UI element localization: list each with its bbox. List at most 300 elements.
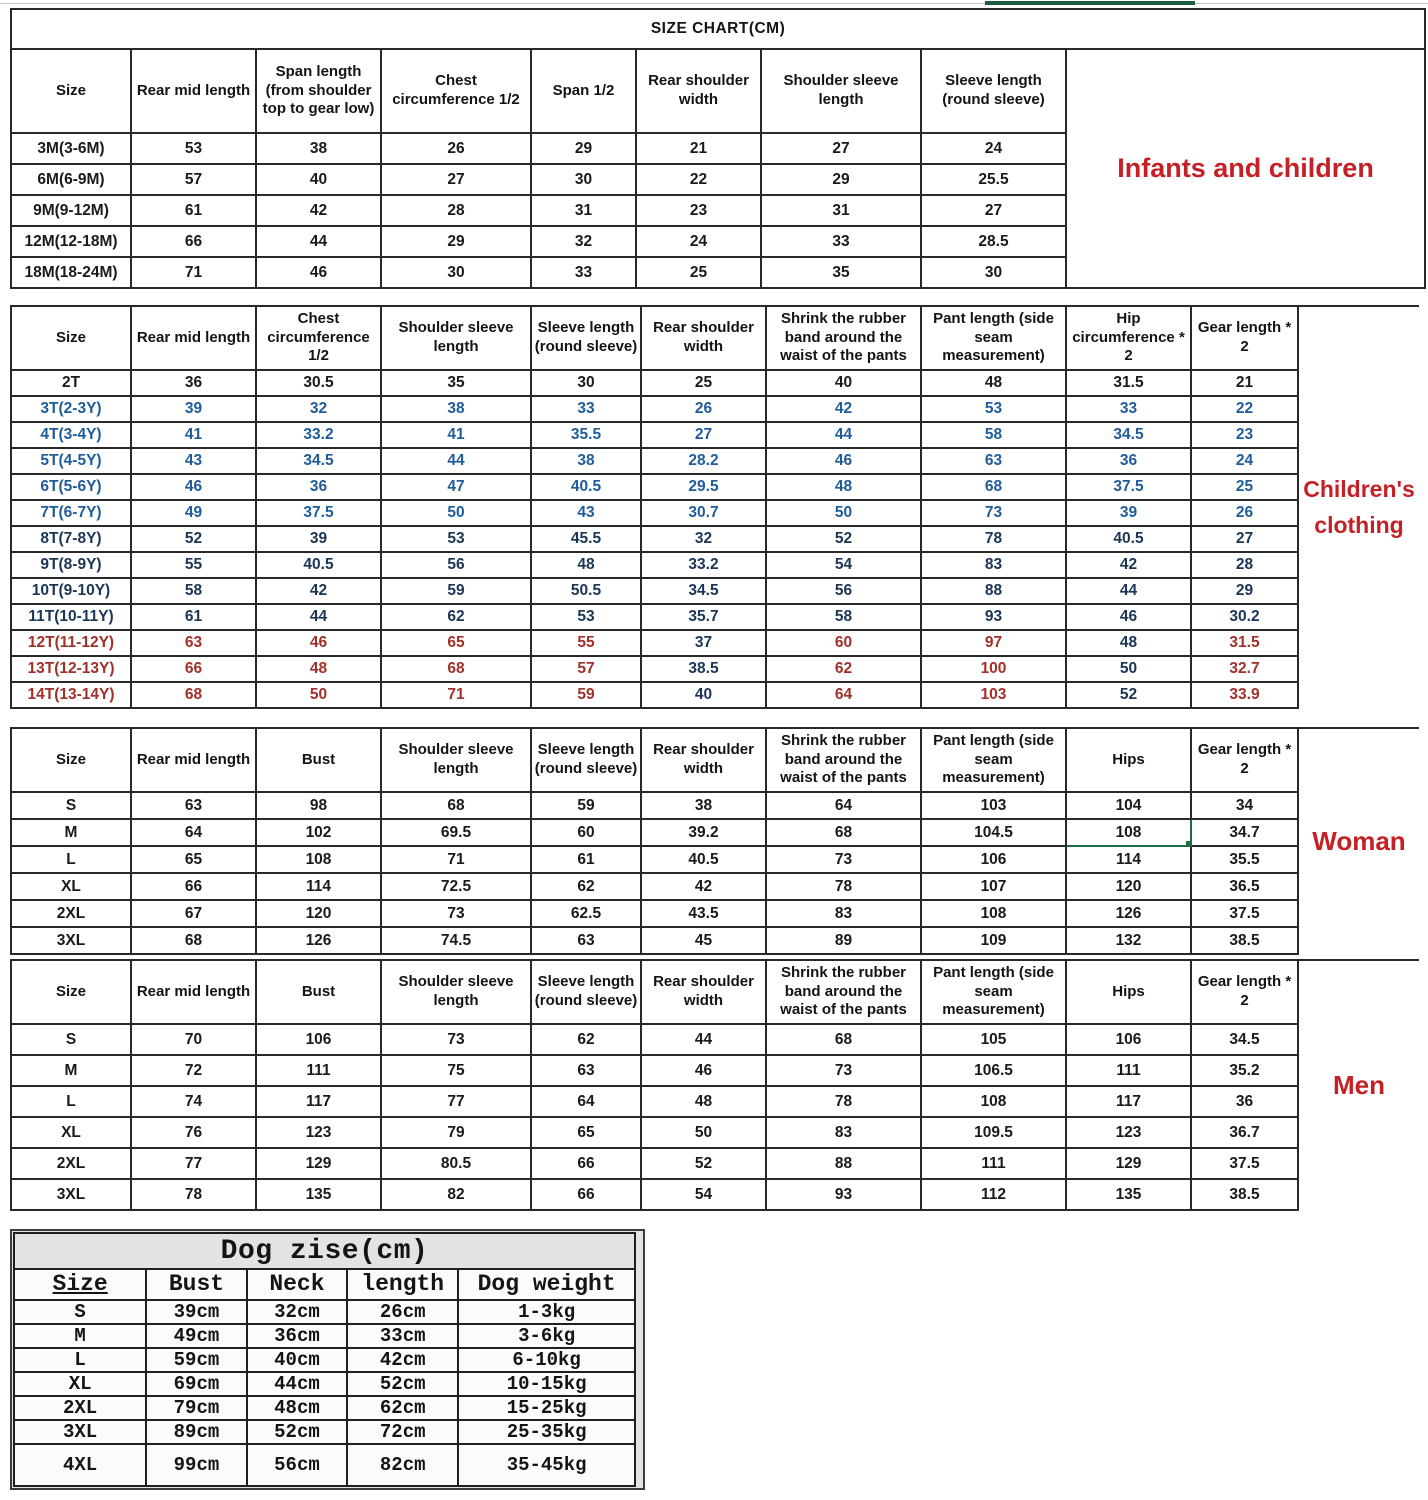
cell: 33	[1066, 396, 1191, 422]
row-size-label: XL	[14, 1372, 146, 1396]
cell: 44	[381, 448, 531, 474]
cell: 63	[531, 1055, 641, 1086]
cell: 38	[531, 448, 641, 474]
cell: 39cm	[146, 1300, 246, 1324]
cell: 54	[641, 1179, 766, 1210]
column-header: Chest circumference 1/2	[256, 306, 381, 370]
cell: 29	[531, 133, 636, 164]
column-header: Dog weight	[458, 1269, 635, 1300]
cell: 56cm	[247, 1444, 347, 1486]
cell: 123	[256, 1117, 381, 1148]
cell: 33	[531, 257, 636, 288]
column-header: Chest circumference 1/2	[381, 49, 531, 133]
cell: 35.7	[641, 604, 766, 630]
cell: 21	[636, 133, 761, 164]
column-header: Rear mid length	[131, 960, 256, 1024]
cell: 120	[256, 900, 381, 927]
cell: 48	[1066, 630, 1191, 656]
cell: 46	[131, 474, 256, 500]
cell: 26	[641, 396, 766, 422]
table-row	[14, 1348, 635, 1372]
cell: 66	[531, 1179, 641, 1210]
cell: 88	[921, 578, 1066, 604]
cell: 27	[381, 164, 531, 195]
cell: 64	[531, 1086, 641, 1117]
cell: 63	[131, 792, 256, 819]
table-row	[11, 1148, 1419, 1179]
cell: 64	[131, 819, 256, 846]
woman-size-table	[10, 727, 1419, 955]
cell: 29	[761, 164, 921, 195]
cell: 42	[256, 195, 381, 226]
cell: 108	[256, 846, 381, 873]
cell: 34	[1191, 792, 1298, 819]
cell: 66	[131, 656, 256, 682]
row-size-label: 2XL	[14, 1396, 146, 1420]
column-header: Pant length (side seam measurement)	[921, 728, 1066, 792]
cell: 34.5	[1191, 1024, 1298, 1055]
row-size-label: 6M(6-9M)	[11, 164, 131, 195]
cell: 53	[921, 396, 1066, 422]
cell: 100	[921, 656, 1066, 682]
cell: 68	[381, 656, 531, 682]
column-header: Sleeve length (round sleeve)	[921, 49, 1066, 133]
cell: 33cm	[347, 1324, 458, 1348]
table-row	[14, 1300, 635, 1324]
children-size-table	[10, 305, 1419, 709]
row-size-label: 2XL	[11, 1148, 131, 1179]
cell: 36	[1066, 448, 1191, 474]
cell: 66	[531, 1148, 641, 1179]
cell: 93	[921, 604, 1066, 630]
cell: 30.2	[1191, 604, 1298, 630]
cell: 83	[766, 900, 921, 927]
cell: 117	[256, 1086, 381, 1117]
row-size-label: 9M(9-12M)	[11, 195, 131, 226]
cell: 76	[131, 1117, 256, 1148]
cell: 33	[761, 226, 921, 257]
column-header: Sleeve length (round sleeve)	[531, 960, 641, 1024]
cell: 27	[1191, 526, 1298, 552]
table-row	[11, 682, 1419, 708]
row-size-label: 4XL	[14, 1444, 146, 1486]
cell: 112	[921, 1179, 1066, 1210]
column-header: Shrink the rubber band around the waist of the pants	[766, 306, 921, 370]
cell: 108	[921, 900, 1066, 927]
woman-group-label: Woman	[1298, 728, 1419, 954]
cell: 39.2	[641, 819, 766, 846]
row-size-label: 4T(3-4Y)	[11, 422, 131, 448]
cell: 27	[641, 422, 766, 448]
cell: 37	[641, 630, 766, 656]
cell: 62	[381, 604, 531, 630]
row-size-label: 5T(4-5Y)	[11, 448, 131, 474]
cell: 36	[256, 474, 381, 500]
cell: 69cm	[146, 1372, 246, 1396]
cell: 132	[1066, 927, 1191, 954]
cell: 24	[1191, 448, 1298, 474]
row-size-label: XL	[11, 1117, 131, 1148]
table-row	[11, 873, 1419, 900]
cell: 52cm	[247, 1420, 347, 1444]
row-size-label: 11T(10-11Y)	[11, 604, 131, 630]
cell: 71	[131, 257, 256, 288]
cell: 126	[1066, 900, 1191, 927]
column-header: Gear length * 2	[1191, 728, 1298, 792]
column-header: Rear shoulder width	[636, 49, 761, 133]
column-header: Size	[14, 1269, 146, 1300]
cell: 105	[921, 1024, 1066, 1055]
row-size-label: 3XL	[14, 1420, 146, 1444]
column-header: Rear shoulder width	[641, 960, 766, 1024]
cell: 29	[381, 226, 531, 257]
cell: 50	[381, 500, 531, 526]
cell: 82cm	[347, 1444, 458, 1486]
cell: 69.5	[381, 819, 531, 846]
cell: 89	[766, 927, 921, 954]
cell: 98	[256, 792, 381, 819]
cell: 46	[766, 448, 921, 474]
row-size-label: S	[11, 1024, 131, 1055]
cell: 46	[256, 630, 381, 656]
cell: 111	[1066, 1055, 1191, 1086]
cell: 49cm	[146, 1324, 246, 1348]
cell: 114	[1066, 846, 1191, 873]
cell: 56	[381, 552, 531, 578]
cell: 59cm	[146, 1348, 246, 1372]
cell: 78	[766, 873, 921, 900]
cell: 70	[131, 1024, 256, 1055]
cell: 28	[1191, 552, 1298, 578]
table-row	[11, 448, 1419, 474]
cell: 57	[531, 656, 641, 682]
cell: 35	[381, 370, 531, 396]
cell: 1-3kg	[458, 1300, 635, 1324]
table-row	[11, 552, 1419, 578]
cell: 48	[531, 552, 641, 578]
cell: 40cm	[247, 1348, 347, 1372]
table-row	[11, 656, 1419, 682]
column-header: Gear length * 2	[1191, 960, 1298, 1024]
column-header: Rear mid length	[131, 728, 256, 792]
cell: 36.7	[1191, 1117, 1298, 1148]
row-size-label: 9T(8-9Y)	[11, 552, 131, 578]
cell: 67	[131, 900, 256, 927]
cell: 106	[1066, 1024, 1191, 1055]
cell: 120	[1066, 873, 1191, 900]
column-header: Rear shoulder width	[641, 728, 766, 792]
column-header: Size	[11, 49, 131, 133]
table-row	[11, 422, 1419, 448]
cell: 42	[641, 873, 766, 900]
cell: 65	[531, 1117, 641, 1148]
cell: 61	[131, 195, 256, 226]
men-size-table	[10, 959, 1419, 1211]
row-size-label: L	[14, 1348, 146, 1372]
cell: 30	[531, 164, 636, 195]
row-size-label: 18M(18-24M)	[11, 257, 131, 288]
cell: 48	[641, 1086, 766, 1117]
cell: 15-25kg	[458, 1396, 635, 1420]
cell: 74	[131, 1086, 256, 1117]
cell: 39	[256, 526, 381, 552]
cell: 52	[641, 1148, 766, 1179]
cell: 106.5	[921, 1055, 1066, 1086]
cell: 52cm	[347, 1372, 458, 1396]
cell: 25-35kg	[458, 1420, 635, 1444]
cell: 40.5	[641, 846, 766, 873]
column-header: Span length (from shoulder top to gear low)	[256, 49, 381, 133]
cell: 33.2	[256, 422, 381, 448]
cell: 39	[131, 396, 256, 422]
cell: 93	[766, 1179, 921, 1210]
cell: 31.5	[1191, 630, 1298, 656]
table-row	[11, 604, 1419, 630]
cell: 77	[381, 1086, 531, 1117]
cell: 28.2	[641, 448, 766, 474]
infants-group-label: Infants and children	[1066, 49, 1425, 288]
column-header: Shrink the rubber band around the waist of the pants	[766, 728, 921, 792]
table-row	[11, 396, 1419, 422]
cell: 99cm	[146, 1444, 246, 1486]
cell: 37.5	[1066, 474, 1191, 500]
cell: 28	[381, 195, 531, 226]
cell: 74.5	[381, 927, 531, 954]
cell: 36cm	[247, 1324, 347, 1348]
cell: 114	[256, 873, 381, 900]
cell: 109.5	[921, 1117, 1066, 1148]
cell: 63	[921, 448, 1066, 474]
cell: 72	[131, 1055, 256, 1086]
row-size-label: XL	[11, 873, 131, 900]
cell: 63	[531, 927, 641, 954]
cell: 50	[256, 682, 381, 708]
column-header: Size	[11, 728, 131, 792]
cell: 50	[766, 500, 921, 526]
cell: 29.5	[641, 474, 766, 500]
cell: 59	[531, 682, 641, 708]
cell: 104.5	[921, 819, 1066, 846]
row-size-label: S	[14, 1300, 146, 1324]
column-header: Bust	[256, 728, 381, 792]
cell: 35.5	[531, 422, 641, 448]
row-size-label: 7T(6-7Y)	[11, 500, 131, 526]
cell: 83	[766, 1117, 921, 1148]
cell: 79	[381, 1117, 531, 1148]
column-header: Shrink the rubber band around the waist of the pants	[766, 960, 921, 1024]
cell: 42	[1066, 552, 1191, 578]
cell: 65	[131, 846, 256, 873]
table-row	[11, 370, 1419, 396]
cell: 40.5	[256, 552, 381, 578]
cell: 30.7	[641, 500, 766, 526]
cell: 62.5	[531, 900, 641, 927]
cell: 26cm	[347, 1300, 458, 1324]
cell: 45	[641, 927, 766, 954]
cell: 30.5	[256, 370, 381, 396]
row-size-label: M	[11, 819, 131, 846]
cell: 68	[131, 682, 256, 708]
row-size-label: 3M(3-6M)	[11, 133, 131, 164]
cell: 123	[1066, 1117, 1191, 1148]
cell: 39	[1066, 500, 1191, 526]
cell: 129	[256, 1148, 381, 1179]
cell: 117	[1066, 1086, 1191, 1117]
row-size-label: M	[11, 1055, 131, 1086]
cell: 24	[921, 133, 1066, 164]
infants-table-title: SIZE CHART(CM)	[11, 9, 1425, 49]
cell: 33.2	[641, 552, 766, 578]
cell: 63	[131, 630, 256, 656]
cell: 44cm	[247, 1372, 347, 1396]
cell: 33	[531, 396, 641, 422]
cell: 48	[256, 656, 381, 682]
cell: 32.7	[1191, 656, 1298, 682]
cell: 34.5	[256, 448, 381, 474]
row-size-label: 12M(12-18M)	[11, 226, 131, 257]
column-header: Shoulder sleeve length	[761, 49, 921, 133]
cell: 38	[641, 792, 766, 819]
cell: 61	[531, 846, 641, 873]
top-gridline	[0, 3, 1428, 4]
cell: 66	[131, 226, 256, 257]
cell: 49	[131, 500, 256, 526]
cell: 55	[131, 552, 256, 578]
column-header: Hips	[1066, 960, 1191, 1024]
row-size-label: 2XL	[11, 900, 131, 927]
men-group-label: Men	[1298, 960, 1419, 1210]
table-row	[14, 1372, 635, 1396]
column-header: Rear mid length	[131, 49, 256, 133]
table-row	[11, 1055, 1419, 1086]
cell: 40.5	[1066, 526, 1191, 552]
cell: 103	[921, 682, 1066, 708]
cell: 88	[766, 1148, 921, 1179]
cell: 44	[256, 226, 381, 257]
cell: 109	[921, 927, 1066, 954]
cell: 35.2	[1191, 1055, 1298, 1086]
cell: 52	[131, 526, 256, 552]
row-size-label: 14T(13-14Y)	[11, 682, 131, 708]
table-row	[11, 900, 1419, 927]
cell: 48	[921, 370, 1066, 396]
cell: 89cm	[146, 1420, 246, 1444]
cell: 22	[1191, 396, 1298, 422]
cell: 62cm	[347, 1396, 458, 1420]
cell: 53	[381, 526, 531, 552]
cell: 26	[381, 133, 531, 164]
row-size-label: 12T(11-12Y)	[11, 630, 131, 656]
cell: 47	[381, 474, 531, 500]
cell: 25	[641, 370, 766, 396]
column-header: Bust	[146, 1269, 246, 1300]
row-size-label: 8T(7-8Y)	[11, 526, 131, 552]
cell: 31	[531, 195, 636, 226]
cell: 106	[921, 846, 1066, 873]
cell: 108	[921, 1086, 1066, 1117]
cell: 44	[766, 422, 921, 448]
row-size-label: L	[11, 846, 131, 873]
cell: 107	[921, 873, 1066, 900]
table-row	[14, 1324, 635, 1348]
cell: 30	[381, 257, 531, 288]
column-header: Rear mid length	[131, 306, 256, 370]
row-size-label: 10T(9-10Y)	[11, 578, 131, 604]
cell: 25	[1191, 474, 1298, 500]
cell: 29	[1191, 578, 1298, 604]
cell: 50	[641, 1117, 766, 1148]
cell: 73	[766, 1055, 921, 1086]
cell: 48cm	[247, 1396, 347, 1420]
cell: 42cm	[347, 1348, 458, 1372]
cell: 56	[766, 578, 921, 604]
cell: 32cm	[247, 1300, 347, 1324]
cell: 41	[381, 422, 531, 448]
table-row	[14, 1444, 635, 1486]
cell: 79cm	[146, 1396, 246, 1420]
table-row	[11, 927, 1419, 954]
cell: 3-6kg	[458, 1324, 635, 1348]
cell: 68	[381, 792, 531, 819]
cell: 106	[256, 1024, 381, 1055]
table-row	[14, 1396, 635, 1420]
cell: 38.5	[1191, 1179, 1298, 1210]
column-header: Pant length (side seam measurement)	[921, 306, 1066, 370]
cell: 73	[381, 900, 531, 927]
row-size-label: 13T(12-13Y)	[11, 656, 131, 682]
cell: 44	[641, 1024, 766, 1055]
cell: 111	[256, 1055, 381, 1086]
cell: 68	[766, 1024, 921, 1055]
cell: 82	[381, 1179, 531, 1210]
column-header: Size	[11, 306, 131, 370]
cell: 68	[766, 819, 921, 846]
column-header: Shoulder sleeve length	[381, 728, 531, 792]
cell: 37.5	[1191, 900, 1298, 927]
worksheet-area	[10, 8, 1426, 1490]
cell: 42	[256, 578, 381, 604]
cell: 22	[636, 164, 761, 195]
table-row	[11, 1179, 1419, 1210]
column-header: Shoulder sleeve length	[381, 960, 531, 1024]
cell: 35	[761, 257, 921, 288]
selected-columns-indicator	[985, 1, 1195, 5]
cell: 61	[131, 604, 256, 630]
cell: 27	[921, 195, 1066, 226]
selected-cell[interactable]: 108	[1066, 819, 1191, 846]
cell: 37.5	[256, 500, 381, 526]
cell: 23	[1191, 422, 1298, 448]
cell: 38.5	[641, 656, 766, 682]
cell: 60	[531, 819, 641, 846]
cell: 31.5	[1066, 370, 1191, 396]
cell: 52	[766, 526, 921, 552]
cell: 40	[641, 682, 766, 708]
row-size-label: L	[11, 1086, 131, 1117]
cell: 71	[381, 682, 531, 708]
cell: 58	[921, 422, 1066, 448]
table-row	[11, 526, 1419, 552]
cell: 46	[641, 1055, 766, 1086]
cell: 102	[256, 819, 381, 846]
cell: 41	[131, 422, 256, 448]
cell: 126	[256, 927, 381, 954]
table-row	[11, 474, 1419, 500]
cell: 25	[636, 257, 761, 288]
cell: 53	[131, 133, 256, 164]
column-header: Sleeve length (round sleeve)	[531, 306, 641, 370]
cell: 34.5	[641, 578, 766, 604]
